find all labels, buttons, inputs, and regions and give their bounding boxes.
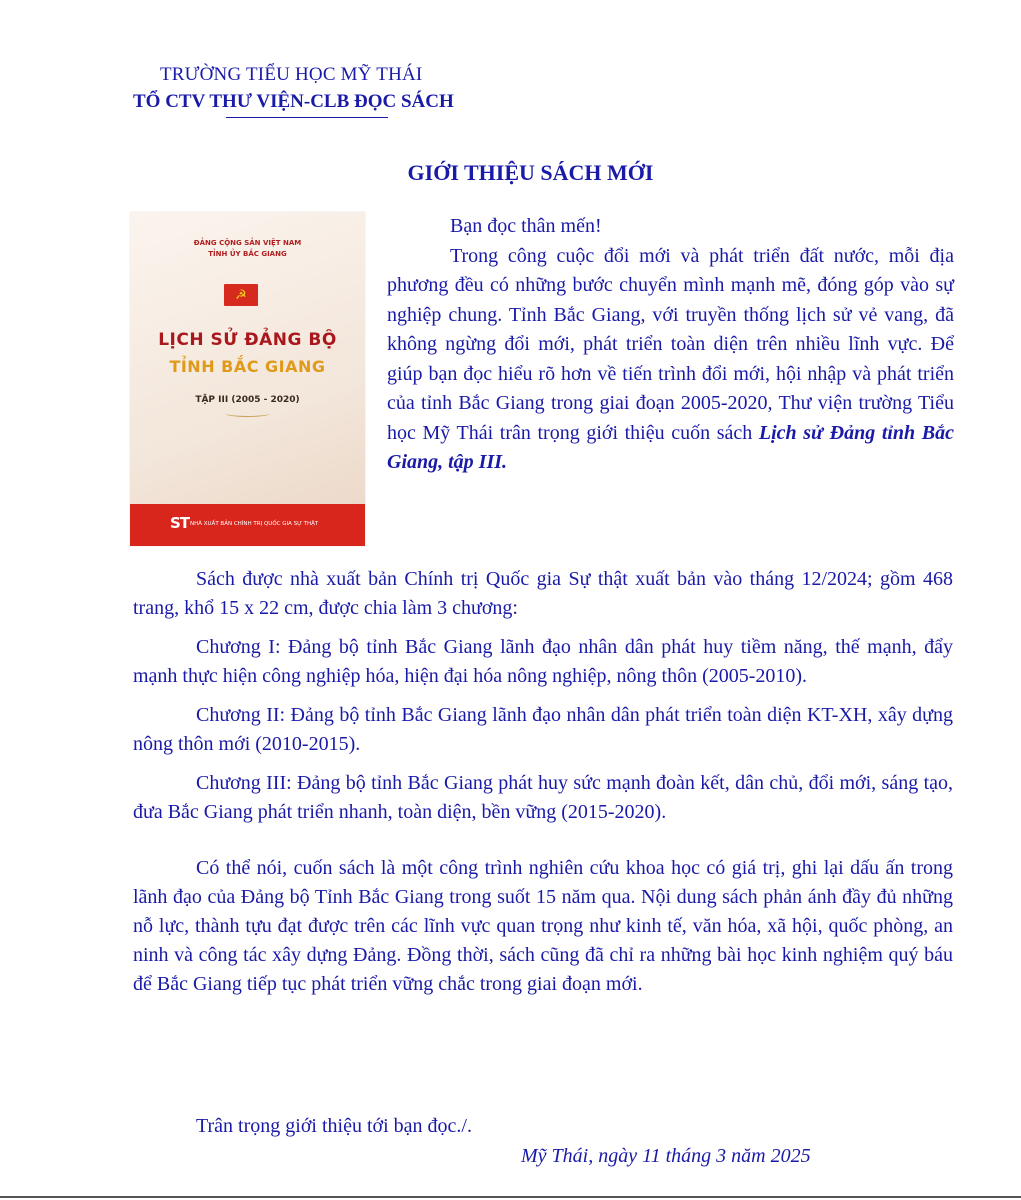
publication-paragraph: Sách được nhà xuất bản Chính trị Quốc gia Sự thật xuất bản vào tháng 12/2024; gồm 468 trang, khổ 15 x 22 cm, được chia làm 3 chương: <box>133 568 953 619</box>
school-name: TRƯỜNG TIỂU HỌC MỸ THÁI <box>160 64 423 85</box>
cover-title-line2: TỈNH BẮC GIANG <box>169 357 326 376</box>
chapter-1-paragraph: Chương I: Đảng bộ tỉnh Bắc Giang lãnh đạo nhân dân phát huy tiềm năng, thế mạnh, đẩy mạnh thực hiện công nghiệp hóa, hiện đại hóa nông nghiệp, nông thôn (2005-2010). <box>133 636 953 687</box>
closing-line: Trân trọng giới thiệu tới bạn đọc./. <box>196 1115 472 1137</box>
intro-paragraph <box>387 242 954 478</box>
party-flag-icon: ☭ <box>224 284 258 306</box>
page-bottom-edge <box>0 1196 1021 1198</box>
intro-text: Trong công cuộc đổi mới và phát triển đất nước, mỗi địa phương đều có những bước chuyển mình mạnh mẽ, đóng góp vào sự nghiệp chung. Tỉnh Bắc Giang, với truyền thống lịch sử vẻ vang, đã không ngừng đổi mới, phát triển toàn diện trên nhiều lĩnh vực. Để giúp bạn đọc hiểu rõ hơn về tiến trình đổi mới, hội nhập và phát triển của tỉnh Bắc Giang trong giai đoạn 2005-2020, Thư viện trường Tiểu học Mỹ Thái trân trọng giới thiệu cuốn sách <box>387 244 954 444</box>
intro-section <box>387 212 954 478</box>
publisher-logo-icon: ST <box>170 514 190 532</box>
conclusion-paragraph: Có thể nói, cuốn sách là một công trình nghiên cứu khoa học có giá trị, ghi lại dấu ấn trong lãnh đạo của Đảng bộ Tỉnh Bắc Giang trong suốt 15 năm qua. Nội dung sách phản ánh đầy đủ những nỗ lực, thành tựu đạt được trên các lĩnh vực quan trọng như kinh tế, văn hóa, xã hội, quốc phòng, an ninh và công tác xây dựng Đảng. Đồng thời, sách cũng đã chỉ ra những bài học kinh nghiệm quý báu để Bắc Giang tiếp tục phát triển vững chắc trong giai đoạn mới. <box>133 857 953 995</box>
dateline: Mỹ Thái, ngày 11 tháng 3 năm 2025 <box>521 1145 811 1167</box>
book-title: Lịch sử Đảng tỉnh Bắc Giang, tập III. <box>387 421 955 473</box>
cover-title-line1: LỊCH SỬ ĐẢNG BỘ <box>158 330 337 350</box>
cover-party-heading <box>130 238 365 260</box>
chapter-2-paragraph: Chương II: Đảng bộ tỉnh Bắc Giang lãnh đạo nhân dân phát triển toàn diện KT-XH, xây dựng nông thôn mới (2010-2015). <box>133 704 953 755</box>
department-underline <box>226 117 388 118</box>
body-section <box>133 565 953 999</box>
book-cover-image <box>130 212 365 546</box>
cover-ornament <box>225 410 270 417</box>
chapter-3-paragraph: Chương III: Đảng bộ tỉnh Bắc Giang phát huy sức mạnh đoàn kết, dân chủ, đổi mới, sáng tạo, đưa Bắc Giang phát triển nhanh, toàn diện, bền vững (2015-2020). <box>133 772 953 823</box>
cover-publisher-name: NHÀ XUẤT BẢN CHÍNH TRỊ QUỐC GIA SỰ THẬT <box>190 521 319 527</box>
cover-volume: TẬP III (2005 - 2020) <box>195 395 300 405</box>
cover-party-line2: TỈNH ỦY BẮC GIANG <box>208 250 287 258</box>
department-name: TỔ CTV THƯ VIỆN-CLB ĐỌC SÁCH <box>133 91 454 112</box>
cover-party-line1: ĐẢNG CỘNG SẢN VIỆT NAM <box>193 239 302 247</box>
greeting: Bạn đọc thân mến! <box>450 215 602 237</box>
page-title: GIỚI THIỆU SÁCH MỚI <box>407 160 654 185</box>
